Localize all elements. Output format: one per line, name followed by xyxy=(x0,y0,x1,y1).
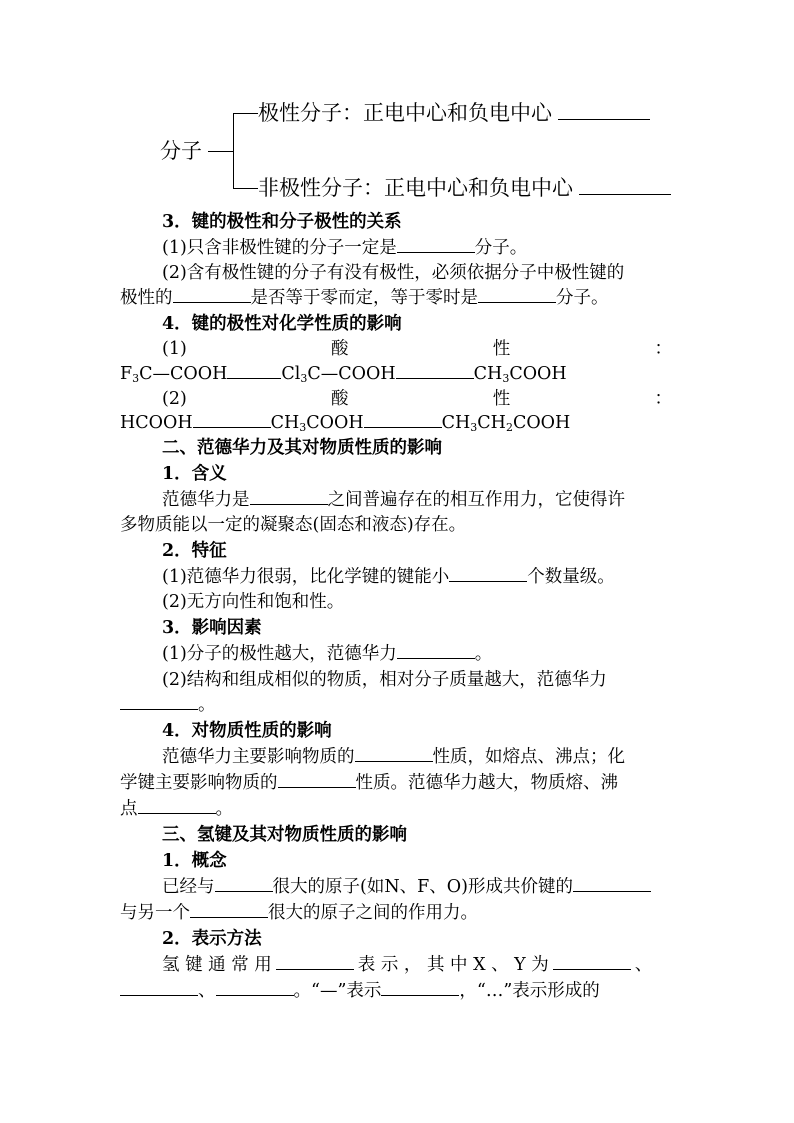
text: 。“—”表示 xyxy=(293,981,382,1001)
text: 。 xyxy=(198,695,216,715)
answer-blank[interactable] xyxy=(396,362,474,379)
text: (2) xyxy=(162,389,187,409)
text: 与另一个 xyxy=(120,903,190,923)
diagram-polar-text: 极性分子：正电中心和负电中心 xyxy=(258,101,552,125)
text: 性质。范德华力越大，物质熔、沸 xyxy=(355,773,618,793)
answer-blank[interactable] xyxy=(397,642,475,659)
text: 氢 键 通 常 用 xyxy=(162,955,272,975)
section-title: 1．概念 xyxy=(162,851,227,871)
text-line xyxy=(162,875,651,899)
answer-blank[interactable] xyxy=(355,745,433,762)
formula: C—COOH xyxy=(307,364,396,384)
text: ： xyxy=(654,389,672,409)
text: 性 xyxy=(492,339,511,359)
text: 个数量级。 xyxy=(527,567,615,587)
part-title: 三、氢键及其对物质性质的影响 xyxy=(162,825,407,845)
section-title: 2．表示方法 xyxy=(162,929,262,949)
formula: CH xyxy=(477,413,506,433)
answer-blank[interactable] xyxy=(553,953,631,970)
answer-blank[interactable] xyxy=(364,411,442,428)
text-line xyxy=(162,745,625,769)
subscript: 3 xyxy=(502,372,510,385)
text: 。 xyxy=(215,799,233,819)
answer-blank[interactable] xyxy=(227,362,281,379)
diagram-polar-line xyxy=(258,101,650,125)
answer-blank[interactable] xyxy=(173,286,251,303)
answer-blank[interactable] xyxy=(397,236,475,253)
text-line xyxy=(162,590,344,614)
text-line xyxy=(120,979,600,1003)
text: 分子。 xyxy=(474,238,528,258)
formula: CH xyxy=(270,413,300,433)
answer-blank[interactable] xyxy=(449,565,527,582)
text: 是否等于零而定，等于零时是 xyxy=(250,288,478,308)
text-line xyxy=(120,771,618,795)
section-title: 4．键的极性对化学性质的影响 xyxy=(162,314,402,334)
text-line xyxy=(120,286,609,310)
answer-blank[interactable] xyxy=(558,103,650,120)
text-line xyxy=(120,513,466,537)
text: 、 xyxy=(634,955,653,975)
answer-blank[interactable] xyxy=(381,979,459,996)
bracket-stem xyxy=(208,151,233,152)
formula: C—COOH xyxy=(139,364,228,384)
answer-blank[interactable] xyxy=(276,953,354,970)
answer-blank[interactable] xyxy=(478,286,556,303)
answer-blank[interactable] xyxy=(190,901,268,918)
text-line xyxy=(120,901,478,925)
text: 酸 xyxy=(331,389,349,409)
formula: Cl xyxy=(281,364,301,384)
answer-blank[interactable] xyxy=(278,771,356,788)
text: 之间普遍存在的相互作用力，它使得许 xyxy=(327,490,625,510)
answer-blank[interactable] xyxy=(215,875,273,892)
text: (1) xyxy=(162,339,187,359)
text-line xyxy=(162,642,492,666)
section-title: 4．对物质性质的影响 xyxy=(162,721,332,741)
text: 。 xyxy=(474,644,493,664)
section-title: 2．特征 xyxy=(162,541,227,561)
section-title: 1．含义 xyxy=(162,464,227,484)
text: (1)分子的极性越大，范德华力 xyxy=(162,644,397,664)
text-line xyxy=(162,488,625,512)
diagram-nonpolar-line xyxy=(258,176,671,200)
text: 极性的 xyxy=(120,288,173,308)
answer-blank[interactable] xyxy=(120,979,198,996)
text-line xyxy=(120,693,216,717)
text: 表 示 ， 其 中 X 、 Y 为 xyxy=(357,955,549,975)
formula: CH xyxy=(441,413,471,433)
text: 学键主要影响物质的 xyxy=(120,773,278,793)
answer-blank[interactable] xyxy=(216,979,294,996)
subscript: 3 xyxy=(470,421,478,434)
subscript: 3 xyxy=(299,421,307,434)
text-line xyxy=(162,953,652,977)
text: (1)只含非极性键的分子一定是 xyxy=(162,238,397,258)
formula: COOH xyxy=(306,413,364,433)
part-title: 二、范德华力及其对物质性质的影响 xyxy=(162,438,442,458)
formula: HCOOH xyxy=(120,413,193,433)
text-line xyxy=(162,668,607,692)
text: 酸 xyxy=(331,339,349,359)
text-line xyxy=(162,565,615,589)
text: ，“…”表示形成的 xyxy=(459,981,600,1001)
answer-blank[interactable] xyxy=(579,178,671,195)
text-line xyxy=(162,236,527,260)
text: 分子。 xyxy=(556,288,609,308)
answer-blank[interactable] xyxy=(573,875,651,892)
text: ： xyxy=(654,339,672,359)
justified-row xyxy=(162,337,672,361)
answer-blank[interactable] xyxy=(193,411,271,428)
text: 性 xyxy=(492,389,511,409)
diagram-nonpolar-text: 非极性分子：正电中心和负电中心 xyxy=(258,176,573,200)
subscript: 3 xyxy=(132,372,140,385)
subscript: 2 xyxy=(505,421,513,434)
subscript: 3 xyxy=(300,372,308,385)
formula: F xyxy=(120,364,133,384)
text: (2)无方向性和饱和性。 xyxy=(162,592,345,612)
section-title: 3．键的极性和分子极性的关系 xyxy=(162,212,402,232)
answer-blank[interactable] xyxy=(250,488,328,505)
text-line xyxy=(162,261,624,285)
formula: COOH xyxy=(512,413,571,433)
text: (2)结构和组成相似的物质，相对分子质量越大，范德华力 xyxy=(162,670,607,690)
section-title: 3．影响因素 xyxy=(162,618,262,638)
formula: CH xyxy=(473,364,503,384)
text: 点 xyxy=(120,799,138,819)
justified-row xyxy=(162,387,672,411)
text: 范德华力是 xyxy=(162,490,250,510)
answer-blank[interactable] xyxy=(120,693,198,710)
text: 范德华力主要影响物质的 xyxy=(162,747,355,767)
diagram-root xyxy=(160,139,202,163)
text: 很大的原子之间的作用力。 xyxy=(268,903,478,923)
answer-blank[interactable] xyxy=(138,797,216,814)
formula-line xyxy=(120,362,567,386)
bracket-bottom-arm xyxy=(233,188,258,189)
text: 多物质能以一定的凝聚态(固态和液态)存在。 xyxy=(120,515,467,535)
diagram-root-text: 分子 xyxy=(160,139,202,163)
bracket-vertical xyxy=(233,113,234,188)
text-line xyxy=(120,797,233,821)
text: (1)范德华力很弱，比化学键的键能小 xyxy=(162,567,450,587)
formula-line xyxy=(120,411,570,435)
text: 、 xyxy=(198,981,216,1001)
text: 已经与 xyxy=(162,877,215,897)
text: 性质，如熔点、沸点；化 xyxy=(432,747,625,767)
formula: COOH xyxy=(509,364,567,384)
text: 很大的原子(如N、F、O)形成共价键的 xyxy=(272,877,573,897)
text: (2)含有极性键的分子有没有极性，必须依据分子中极性键的 xyxy=(162,263,625,283)
bracket-top-arm xyxy=(233,113,258,114)
